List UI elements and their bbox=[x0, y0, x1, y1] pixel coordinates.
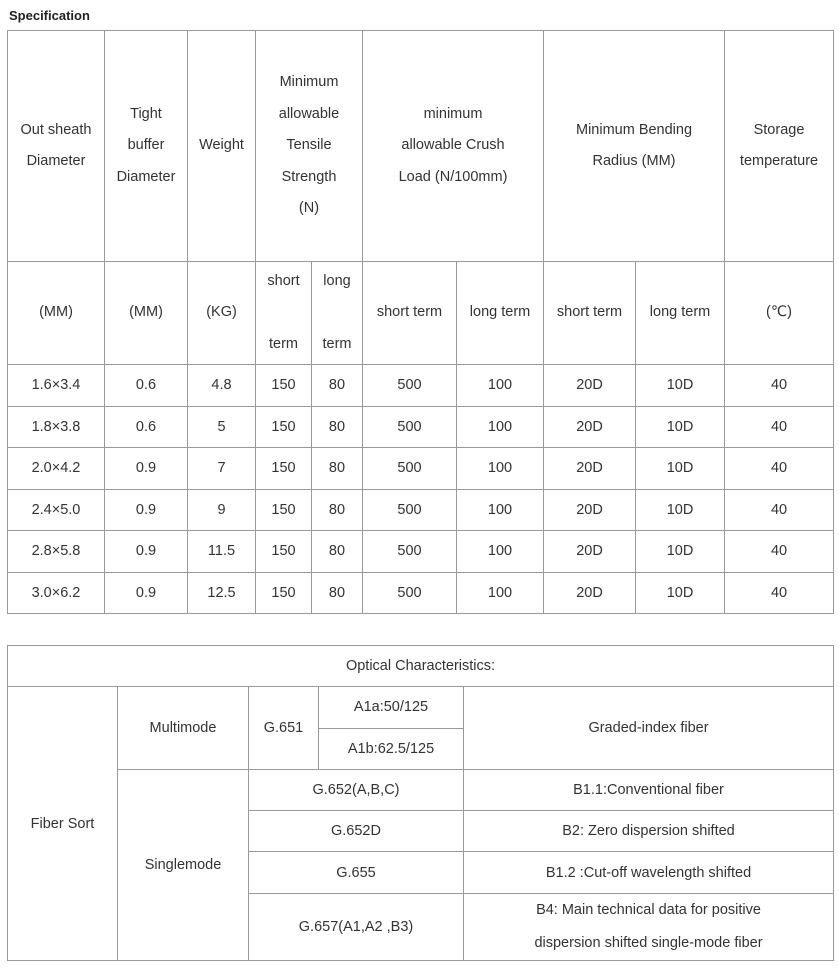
table-cell: 500 bbox=[363, 489, 457, 531]
table-cell: 80 bbox=[312, 489, 363, 531]
table-row bbox=[8, 448, 834, 490]
header-row bbox=[8, 31, 834, 262]
fiber-sort-label: Fiber Sort bbox=[8, 687, 118, 960]
a1b-type: A1b:62.5/125 bbox=[319, 728, 464, 769]
header-crush: minimum allowable Crush Load (N/100mm) bbox=[363, 31, 544, 262]
header-bending: Minimum Bending Radius (MM) bbox=[544, 31, 725, 262]
table-cell: 4.8 bbox=[188, 365, 256, 407]
table-cell: 20D bbox=[544, 448, 636, 490]
table-cell: 40 bbox=[725, 531, 834, 573]
singlemode-standard: G.657(A1,A2 ,B3) bbox=[249, 893, 464, 960]
table-cell: 500 bbox=[363, 365, 457, 407]
header-tight-buffer: Tight buffer Diameter bbox=[105, 31, 188, 262]
table-cell: 100 bbox=[457, 489, 544, 531]
table-cell: 500 bbox=[363, 448, 457, 490]
table-cell: 100 bbox=[457, 572, 544, 614]
table-cell: 0.9 bbox=[105, 531, 188, 573]
table-cell: 12.5 bbox=[188, 572, 256, 614]
optical-characteristics-table bbox=[7, 645, 834, 961]
table-cell: 10D bbox=[636, 572, 725, 614]
bend-short-term: short term bbox=[544, 262, 636, 365]
table-cell: 80 bbox=[312, 531, 363, 573]
header-out-sheath: Out sheath Diameter bbox=[8, 31, 105, 262]
unit-weight: (KG) bbox=[188, 262, 256, 365]
table-cell: 500 bbox=[363, 572, 457, 614]
table-cell: 0.9 bbox=[105, 448, 188, 490]
table-cell: 100 bbox=[457, 365, 544, 407]
table-cell: 150 bbox=[256, 531, 312, 573]
table-row bbox=[8, 572, 834, 614]
table-cell: 80 bbox=[312, 448, 363, 490]
g651-standard: G.651 bbox=[249, 687, 319, 770]
table-cell: 150 bbox=[256, 406, 312, 448]
header-storage: Storage temperature bbox=[725, 31, 834, 262]
unit-storage: (℃) bbox=[725, 262, 834, 365]
singlemode-standard: G.652D bbox=[249, 811, 464, 852]
table-cell: 7 bbox=[188, 448, 256, 490]
table-cell: 100 bbox=[457, 448, 544, 490]
tensile-long-term: long term bbox=[312, 262, 363, 365]
table-cell: 10D bbox=[636, 489, 725, 531]
table-cell: 80 bbox=[312, 406, 363, 448]
table-cell: 3.0×6.2 bbox=[8, 572, 105, 614]
table-cell: 500 bbox=[363, 406, 457, 448]
a1a-type: A1a:50/125 bbox=[319, 687, 464, 728]
table-row bbox=[8, 406, 834, 448]
table-cell: 10D bbox=[636, 406, 725, 448]
singlemode-desc: B4: Main technical data for positive dispersion shifted single-mode fiber bbox=[464, 893, 834, 960]
singlemode-standard: G.652(A,B,C) bbox=[249, 769, 464, 810]
table-cell: 20D bbox=[544, 365, 636, 407]
singlemode-standard: G.655 bbox=[249, 852, 464, 893]
graded-index-desc: Graded-index fiber bbox=[464, 687, 834, 770]
singlemode-label: Singlemode bbox=[118, 769, 249, 960]
table-cell: 11.5 bbox=[188, 531, 256, 573]
table-cell: 5 bbox=[188, 406, 256, 448]
table-row bbox=[8, 531, 834, 573]
specification-table bbox=[7, 30, 834, 614]
table-cell: 2.8×5.8 bbox=[8, 531, 105, 573]
table-cell: 40 bbox=[725, 448, 834, 490]
table-cell: 500 bbox=[363, 531, 457, 573]
unit-tight-buffer: (MM) bbox=[105, 262, 188, 365]
table-cell: 9 bbox=[188, 489, 256, 531]
optical-title: Optical Characteristics: bbox=[8, 646, 834, 687]
table-cell: 150 bbox=[256, 365, 312, 407]
table-row bbox=[8, 489, 834, 531]
table-cell: 20D bbox=[544, 572, 636, 614]
table-cell: 1.8×3.8 bbox=[8, 406, 105, 448]
table-cell: 10D bbox=[636, 365, 725, 407]
table-cell: 20D bbox=[544, 489, 636, 531]
header-weight: Weight bbox=[188, 31, 256, 262]
page-title: Specification bbox=[9, 8, 90, 23]
table-cell: 20D bbox=[544, 406, 636, 448]
crush-short-term: short term bbox=[363, 262, 457, 365]
table-cell: 100 bbox=[457, 406, 544, 448]
table-cell: 2.4×5.0 bbox=[8, 489, 105, 531]
table-cell: 1.6×3.4 bbox=[8, 365, 105, 407]
table-cell: 150 bbox=[256, 448, 312, 490]
table-row bbox=[8, 365, 834, 407]
table-cell: 2.0×4.2 bbox=[8, 448, 105, 490]
table-cell: 40 bbox=[725, 365, 834, 407]
table-cell: 10D bbox=[636, 448, 725, 490]
tensile-short-term: short term bbox=[256, 262, 312, 365]
table-cell: 40 bbox=[725, 489, 834, 531]
table-cell: 150 bbox=[256, 489, 312, 531]
singlemode-desc: B1.1:Conventional fiber bbox=[464, 769, 834, 810]
singlemode-desc: B2: Zero dispersion shifted bbox=[464, 811, 834, 852]
table-cell: 0.9 bbox=[105, 489, 188, 531]
table-cell: 40 bbox=[725, 572, 834, 614]
header-tensile: Minimum allowable Tensile Strength (N) bbox=[256, 31, 363, 262]
singlemode-desc: B1.2 :Cut-off wavelength shifted bbox=[464, 852, 834, 893]
table-cell: 80 bbox=[312, 365, 363, 407]
unit-row bbox=[8, 262, 834, 365]
table-cell: 20D bbox=[544, 531, 636, 573]
unit-out-sheath: (MM) bbox=[8, 262, 105, 365]
table-cell: 10D bbox=[636, 531, 725, 573]
table-cell: 100 bbox=[457, 531, 544, 573]
table-cell: 0.9 bbox=[105, 572, 188, 614]
table-cell: 40 bbox=[725, 406, 834, 448]
table-cell: 0.6 bbox=[105, 365, 188, 407]
bend-long-term: long term bbox=[636, 262, 725, 365]
multimode-label: Multimode bbox=[118, 687, 249, 770]
crush-long-term: long term bbox=[457, 262, 544, 365]
table-cell: 150 bbox=[256, 572, 312, 614]
table-cell: 0.6 bbox=[105, 406, 188, 448]
table-cell: 80 bbox=[312, 572, 363, 614]
